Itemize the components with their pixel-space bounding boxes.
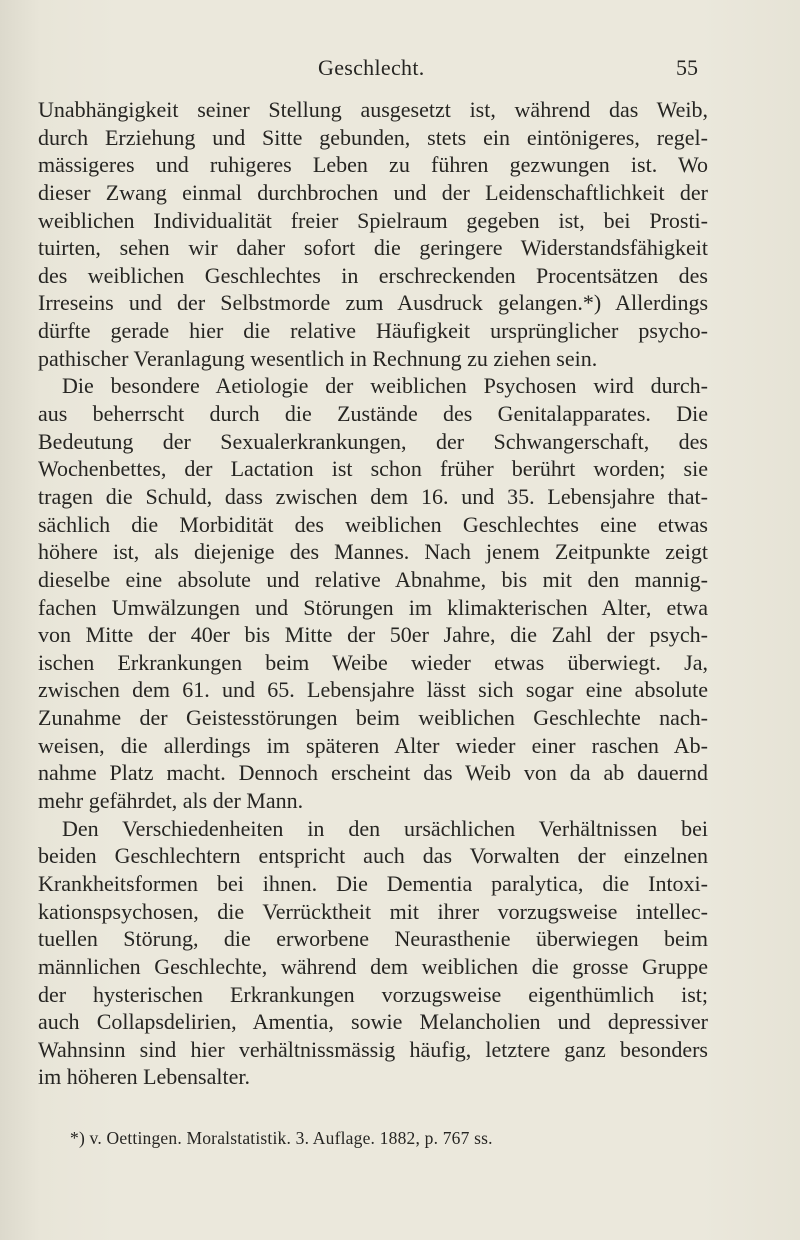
text-line: kationspsychosen, die Verrücktheit mit ihrer vorzugsweise intellec-	[38, 898, 708, 924]
text-line: mässigeres und ruhigeres Leben zu führen gezwungen ist. Wo	[38, 152, 708, 178]
text-line: weiblichen Individualität freier Spielraum gegeben ist, bei Prosti-	[38, 207, 708, 233]
text-line: nahme Platz macht. Dennoch erscheint das Weib von da ab dauernd	[38, 760, 708, 786]
page-number: 55	[676, 55, 698, 80]
text-line: Wahnsinn sind hier verhältnissmässig häufig, letztere ganz besonders	[38, 1036, 708, 1062]
text-line: weisen, die allerdings im späteren Alter wieder einer raschen Ab-	[38, 732, 708, 758]
text-line: tuellen Störung, die erworbene Neurasthenie überwiegen beim	[38, 926, 708, 952]
text-line: beiden Geschlechtern entspricht auch das Vorwalten der einzelnen	[38, 843, 708, 869]
text-line: Wochenbettes, der Lactation ist schon früher berührt worden; sie	[38, 456, 708, 482]
text-line: Bedeutung der Sexualerkrankungen, der Schwangerschaft, des	[38, 428, 708, 454]
text-line: dieser Zwang einmal durchbrochen und der Leidenschaftlichkeit der	[38, 179, 708, 205]
text-line: männlichen Geschlechte, während dem weiblichen die grosse Gruppe	[38, 953, 708, 979]
text-line: Krankheitsformen bei ihnen. Die Dementia paralytica, die Intoxi-	[38, 870, 708, 896]
text-line: der hysterischen Erkrankungen vorzugsweise eigenthümlich ist;	[38, 981, 708, 1007]
text-line: zwischen dem 61. und 65. Lebensjahre lässt sich sogar eine absolute	[38, 677, 708, 703]
text-line: von Mitte der 40er bis Mitte der 50er Jahre, die Zahl der psych-	[38, 622, 708, 648]
footnote: *) v. Oettingen. Moralstatistik. 3. Auflage. 1882, p. 767 ss.	[70, 1128, 493, 1148]
text-line: höhere ist, als diejenige des Mannes. Nach jenem Zeitpunkte zeigt	[38, 539, 708, 565]
text-line: tuirten, sehen wir daher sofort die geringere Widerstandsfähigkeit	[38, 235, 708, 261]
text-line: Den Verschiedenheiten in den ursächlichen Verhältnissen bei	[62, 815, 708, 841]
text-line: fachen Umwälzungen und Störungen im klimakterischen Alter, etwa	[38, 594, 708, 620]
text-line: auch Collapsdelirien, Amentia, sowie Melancholien und depressiver	[38, 1009, 708, 1035]
text-line: Zunahme der Geistesstörungen beim weiblichen Geschlechte nach-	[38, 705, 708, 731]
text-line: pathischer Veranlagung wesentlich in Rechnung zu ziehen sein.	[38, 345, 598, 371]
text-line: mehr gefährdet, als der Mann.	[38, 788, 304, 814]
text-line: Irreseins und der Selbstmorde zum Ausdruck gelangen.*) Allerdings	[38, 290, 708, 316]
text-line: dürfte gerade hier die relative Häufigkeit ursprünglicher psycho-	[38, 318, 708, 344]
text-line: des weiblichen Geschlechtes in erschreckenden Procentsätzen des	[38, 262, 708, 288]
text-line: Die besondere Aetiologie der weiblichen Psychosen wird durch-	[62, 373, 708, 399]
text-line: durch Erziehung und Sitte gebunden, stets ein eintönigeres, regel-	[38, 124, 708, 150]
text-line: aus beherrscht durch die Zustände des Genitalapparates. Die	[38, 401, 708, 427]
text-line: dieselbe eine absolute und relative Abnahme, bis mit den mannig-	[38, 566, 708, 592]
text-line: sächlich die Morbidität des weiblichen Geschlechtes eine etwas	[38, 511, 708, 537]
body-text	[38, 96, 708, 1091]
text-line: Unabhängigkeit seiner Stellung ausgesetzt ist, während das Weib,	[38, 97, 708, 122]
text-line: im höheren Lebensalter.	[38, 1064, 250, 1090]
text-line: tragen die Schuld, dass zwischen dem 16. und 35. Lebensjahre that-	[38, 483, 708, 509]
text-line: ischen Erkrankungen beim Weibe wieder etwas überwiegt. Ja,	[38, 649, 708, 675]
running-head: Geschlecht.	[318, 55, 425, 80]
